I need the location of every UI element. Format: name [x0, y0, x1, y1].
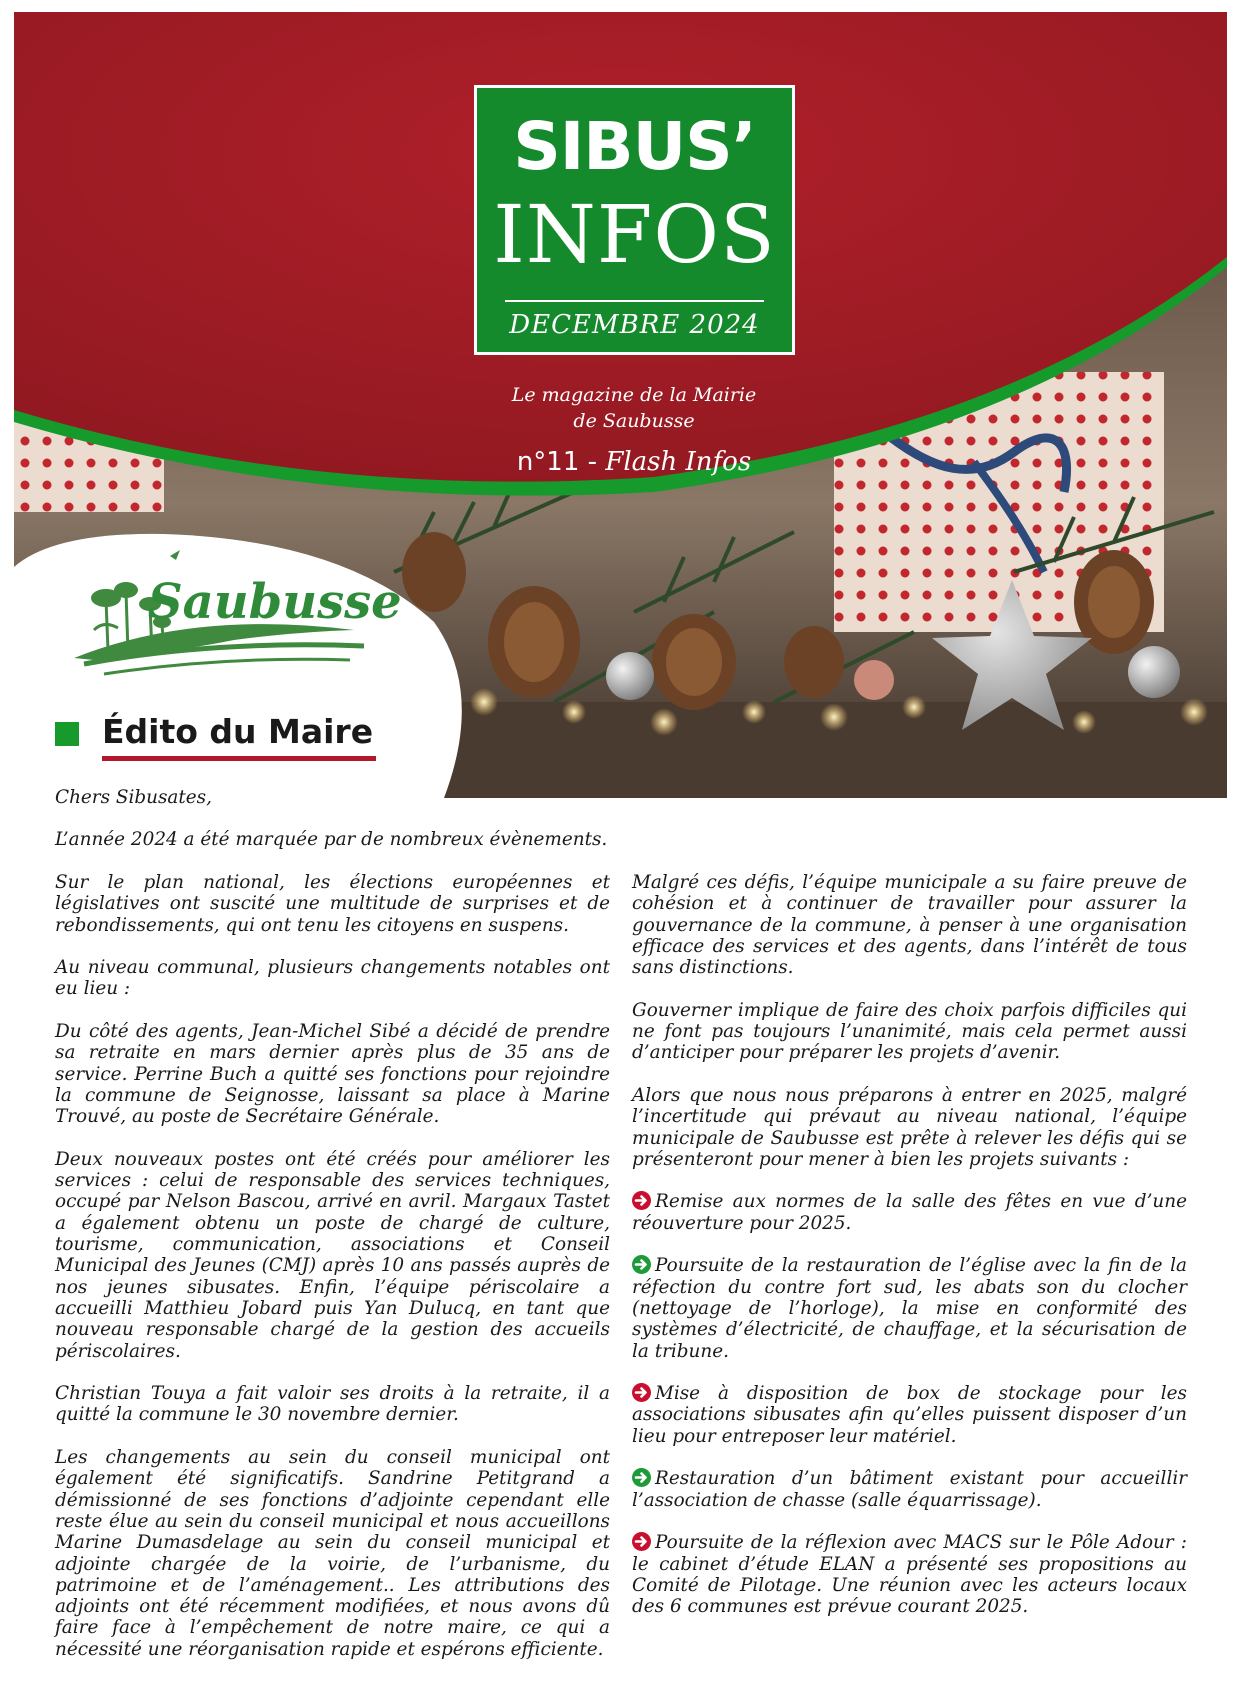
arrow-right-icon: [632, 1191, 651, 1210]
project-item: [632, 1532, 1187, 1617]
edito-paragraph: Alors que nous nous préparons à entrer en 2025, malgré l’incertitude qui prévaut au niveau national, l’équipe municipale de Saubusse est prête à relever les défis qui se présenteront pour mener à bien les projets suivants :: [632, 1084, 1187, 1170]
edito-paragraph: Gouverner implique de faire des choix parfois difficiles qui ne font pas toujours l’unanimité, mais cela permet aussi d’anticiper pour préparer les projets d’avenir.: [632, 999, 1187, 1064]
edito-greeting: Chers Sibusates,: [55, 787, 212, 808]
edito-paragraph: Deux nouveaux postes ont été créés pour améliorer les services : celui de responsable des services techniques, occupé par Nelson Bascou, arrivé en avril. Margaux Tastet a également obtenu un poste de chargé de culture, tourisme, communication, associations et Conseil Municipal des Jeunes (CMJ) après 10 ans passés auprès de nos jeunes sibusates. Enfin, l’équipe périscolaire a accueilli Matthieu Jobard puis Yan Dulucq, en tant que nouveau responsable chargé de la gestion des accueils périscolaires.: [55, 1148, 610, 1362]
project-text: Mise à disposition de box de stockage pour les associations sibusates afin qu’elles puissent disposer d’un lieu pour entreposer leur matériel.: [632, 1383, 1187, 1447]
edito-left-column: [55, 872, 610, 1681]
issue-info: [434, 447, 834, 477]
project-text: Poursuite de la restauration de l’église avec la fin de la réfection du contre fort sud, les abats son du clocher (nettoyage de l’horloge), la mise en conformité des systèmes d’électricité, de chauffage, et la sécurisation de la tribune.: [632, 1255, 1187, 1362]
arrow-right-icon: [632, 1532, 651, 1551]
project-item: [632, 1468, 1187, 1511]
arrow-right-icon: [632, 1468, 651, 1487]
edito-paragraph: Malgré ces défis, l’équipe municipale a su faire preuve de cohésion et à continuer de travailler pour assurer la gouvernance de la commune, à penser à une organisation efficace des services et des agents, dans l’intérêt de tous sans distinctions.: [632, 872, 1187, 979]
magazine-subtitle: [434, 382, 834, 434]
bauble-icon: [606, 652, 654, 700]
issue-label: Flash Infos: [605, 447, 752, 477]
header-banner: [14, 12, 1227, 798]
magazine-title-line1: SIBUS’: [513, 108, 756, 185]
issue-date: DECEMBRE 2024: [509, 310, 760, 340]
project-item: [632, 1383, 1187, 1447]
edito-paragraph: Sur le plan national, les élections européennes et législatives ont suscité une multitude de surprises et de rebondissements, qui ont tenu les citoyens en suspens.: [55, 872, 610, 936]
magazine-title-box: [474, 85, 795, 355]
title-divider: [505, 300, 764, 302]
edito-right-column: [632, 872, 1187, 1639]
section-title: Édito du Maire: [102, 712, 374, 751]
project-text: Remise aux normes de la salle des fêtes en vue d’une réouverture pour 2025.: [632, 1191, 1187, 1234]
edito-paragraph: Christian Touya a fait valoir ses droits à la retraite, il a quitté la commune le 30 novembre dernier.: [55, 1383, 610, 1426]
arrow-right-icon: [632, 1383, 651, 1402]
project-text: Poursuite de la réflexion avec MACS sur le Pôle Adour : le cabinet d’étude ELAN a présenté ses propositions au Comité de Pilotage. Une réunion avec les acteurs locaux des 6 communes est prévue courant 2025.: [632, 1532, 1187, 1618]
edito-paragraph: Les changements au sein du conseil municipal ont également été significatifs. Sandrine Petitgrand a démissionné de ses fonctions d’adjointe cependant elle reste élue au sein du conseil municipal et nous accueillons Marine Dumasdelage au sein du conseil municipal et adjointe chargée de la voirie, de l’urbanisme, du patrimoine et de l’aménagement.. Les attributions des adjoints ont été récemment modifiées, et nous avons dû faire face à l’empêchement de notre maire, ce qui a nécessité une réorganisation rapide et espérons efficiente.: [55, 1447, 610, 1660]
subtitle-line2: de Saubusse: [573, 410, 695, 432]
arrow-right-icon: [632, 1255, 651, 1274]
edito-intro: L’année 2024 a été marquée par de nombreux évènements.: [55, 829, 608, 850]
section-bullet-icon: [55, 722, 79, 746]
magazine-title-line2: INFOS: [493, 188, 776, 281]
logo-wordmark: Saubusse: [148, 574, 402, 630]
bauble-icon: [854, 660, 894, 700]
edito-paragraph: Au niveau communal, plusieurs changements notables ont eu lieu :: [55, 957, 610, 1000]
project-item: [632, 1191, 1187, 1234]
project-text: Restauration d’un bâtiment existant pour accueillir l’association de chasse (salle équarrissage).: [632, 1468, 1187, 1511]
subtitle-line1: Le magazine de la Mairie: [511, 384, 757, 406]
bauble-icon: [1128, 646, 1180, 698]
project-item: [632, 1255, 1187, 1361]
section-title-underline: [102, 756, 376, 761]
edito-paragraph: Du côté des agents, Jean-Michel Sibé a décidé de prendre sa retraite en mars dernier après plus de 35 ans de service. Perrine Buch a quitté ses fonctions pour rejoindre la commune de Seignosse, laissant sa place à Marine Trouvé, au poste de Secrétaire Générale.: [55, 1021, 610, 1128]
issue-number: n°11 -: [516, 447, 598, 477]
